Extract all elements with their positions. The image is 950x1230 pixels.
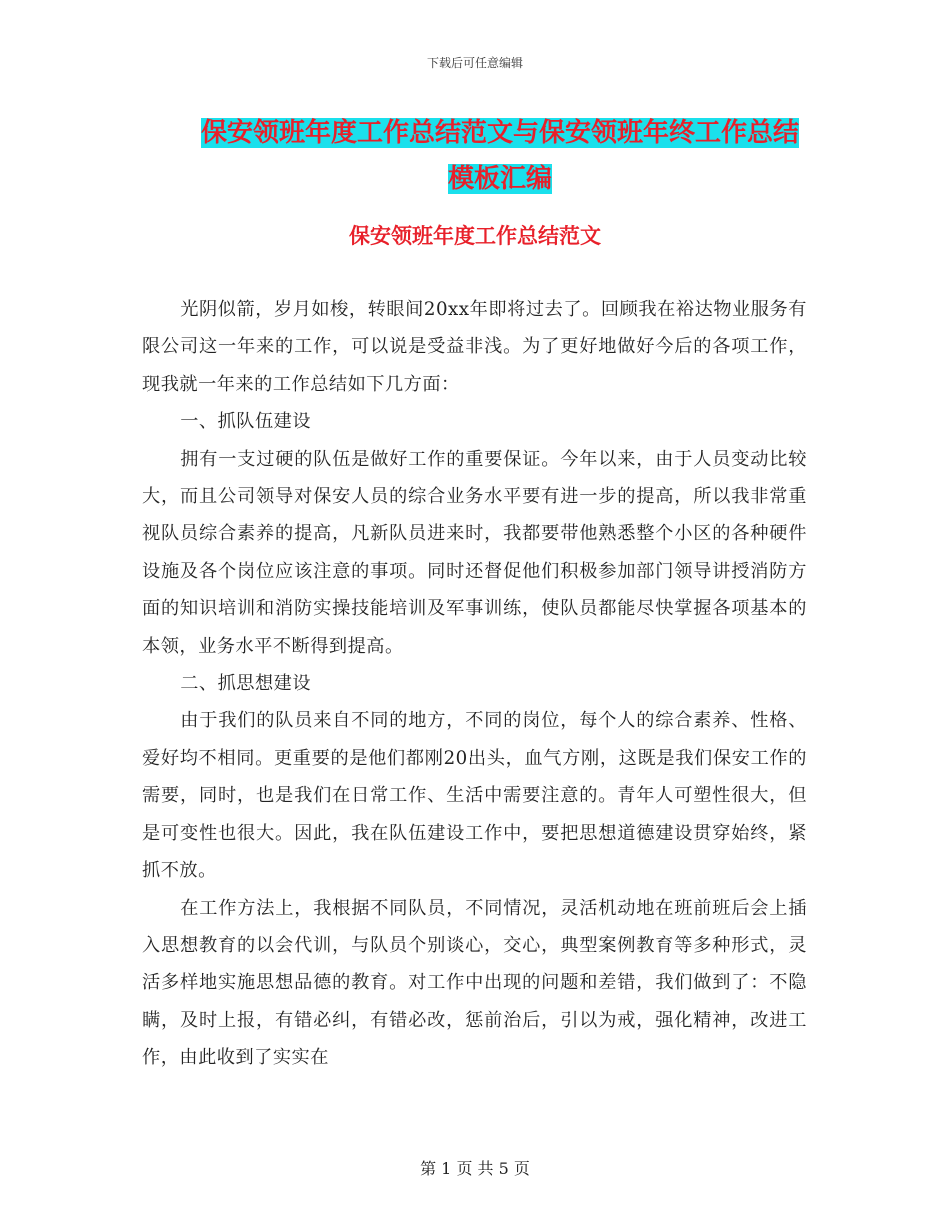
header-note: 下载后可任意编辑 xyxy=(426,56,523,70)
page-number: 第 1 页 共 5 页 xyxy=(420,1159,530,1178)
paragraph: 拥有一支过硬的队伍是做好工作的重要保证。今年以来，由于人员变动比较大，而且公司领导对保安人员的综合业务水平要有进一步的提高，所以我非常重视队员综合素养的提高，凡新队员进来时，我都要带他熟悉整个小区的各种硬件设施及各个岗位应该注意的事项。同时还督促他们积极参加部门领导讲授消防方面的知识培训和消防实操技能培训及军事训练，使队员都能尽快掌握各项基本的本领，业务水平不断得到提高。 xyxy=(142,448,807,657)
document-title xyxy=(140,110,860,202)
document-title-line2: 模板汇编 xyxy=(447,164,552,194)
section-title: 保安领班年度工作总结范文 xyxy=(349,224,601,248)
section-heading: 二、抓思想建设 xyxy=(180,673,312,695)
document-body xyxy=(142,291,807,1077)
document-title-line1: 保安领班年度工作总结范文与保安领班年终工作总结 xyxy=(200,118,799,148)
paragraph: 由于我们的队员来自不同的地方，不同的岗位，每个人的综合素养、性格、爱好均不相同。更重要的是他们都刚20出头，血气方刚，这既是我们保安工作的需要，同时，也是我们在日常工作、生活中需要注意的。青年人可塑性很大，但是可变性也很大。因此，我在队伍建设工作中，要把思想道德建设贯穿始终，紧抓不放。 xyxy=(142,710,807,882)
paragraph: 在工作方法上，我根据不同队员，不同情况，灵活机动地在班前班后会上插入思想教育的以会代训，与队员个别谈心，交心，典型案例教育等多种形式，灵活多样地实施思想品德的教育。对工作中出现的问题和差错，我们做到了：不隐瞒，及时上报，有错必纠，有错必改，惩前治后，引以为戒，强化精神，改进工作，由此收到了实实在 xyxy=(142,897,807,1069)
paragraph: 光阴似箭，岁月如梭，转眼间20xx年即将过去了。回顾我在裕达物业服务有限公司这一年来的工作，可以说是受益非浅。为了更好地做好今后的各项工作，现我就一年来的工作总结如下几方面： xyxy=(142,299,807,395)
section-heading: 一、抓队伍建设 xyxy=(180,411,312,433)
